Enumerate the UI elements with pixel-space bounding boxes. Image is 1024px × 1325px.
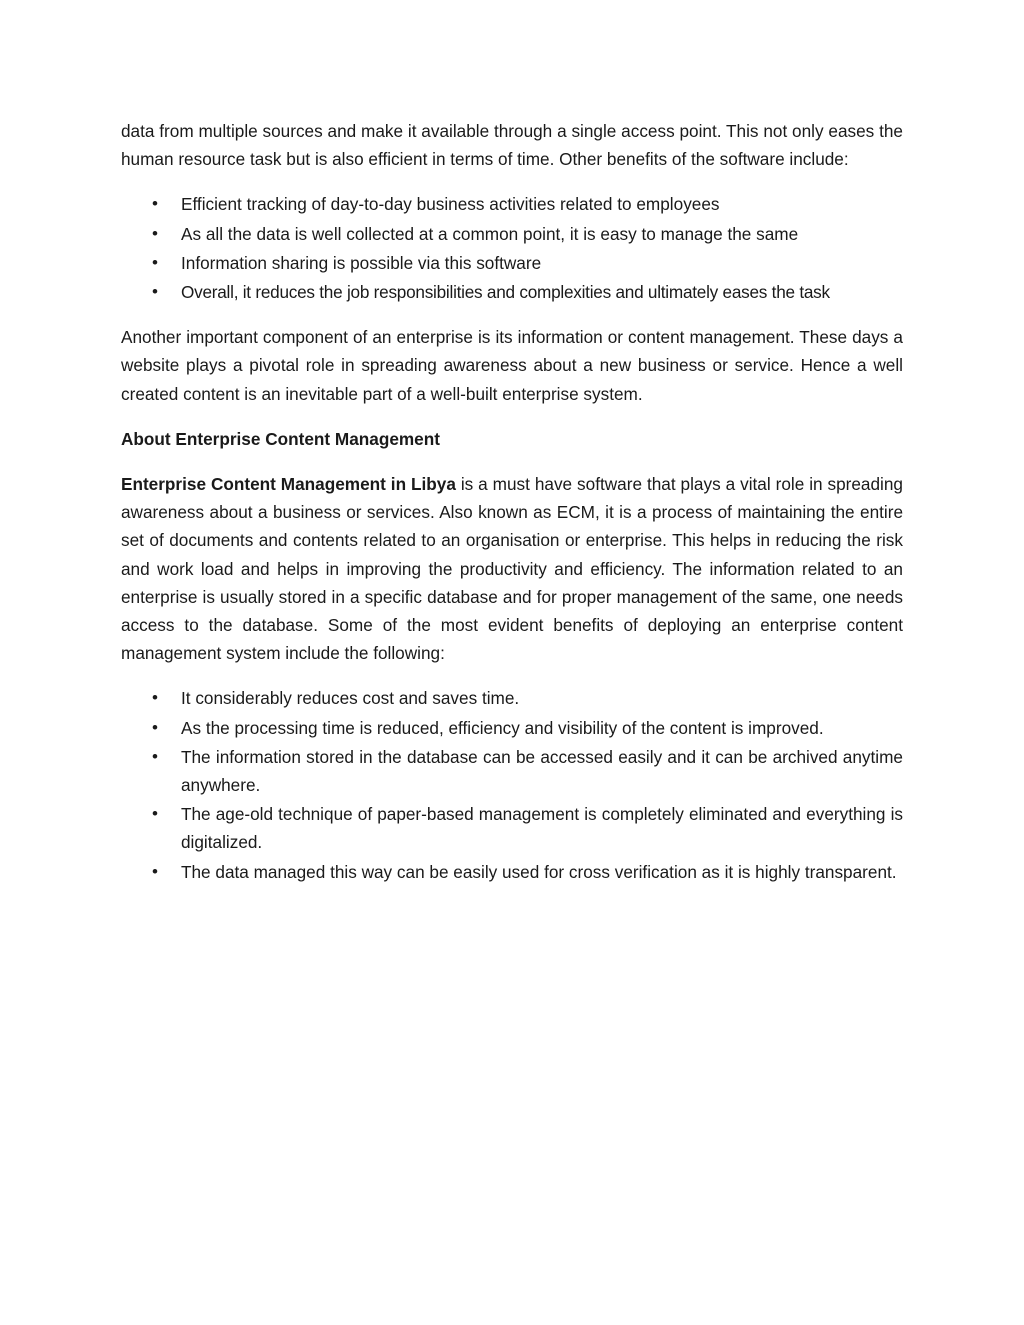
list-item — [121, 220, 903, 248]
bullet-icon: • — [152, 252, 158, 272]
list-item — [121, 249, 903, 277]
list-item-text: The information stored in the database can be accessed easily and it can be archived anytime anywhere. — [181, 746, 903, 796]
ecm-paragraph — [121, 470, 903, 667]
section-heading: About Enterprise Content Management — [121, 428, 440, 449]
bullet-icon: • — [152, 861, 158, 881]
document-page — [121, 117, 903, 903]
list-item — [121, 714, 903, 742]
bullet-icon: • — [152, 688, 158, 708]
bullet-icon: • — [152, 282, 158, 302]
list-item-text: As all the data is well collected at a common point, it is easy to manage the same — [181, 223, 799, 244]
list-item-text: Overall, it reduces the job responsibilities and complexities and ultimately eases the task — [181, 282, 830, 303]
list-item — [121, 190, 903, 218]
list-item-text: The data managed this way can be easily used for cross verification as it is highly transparent. — [181, 861, 897, 882]
benefits-list — [121, 190, 903, 306]
bullet-icon: • — [152, 746, 158, 766]
content-paragraph: Another important component of an enterprise is its information or content management. These days a website plays a pivotal role in spreading awareness about a new business or service. Hence a well created content is an inevitable part of a well-built enterprise system. — [121, 327, 903, 404]
list-item — [121, 800, 903, 856]
ecm-paragraph-text: is a must have software that plays a vital role in spreading awareness about a business or services. Also known as ECM, it is a process of maintaining the entire set of documents and contents related to an organisation or enterprise. This helps in reducing the risk and work load and helps in improving the productivity and efficiency. The information related to an enterprise is usually stored in a specific database and for proper management of the same, one needs access to the database. Some of the most evident benefits of deploying an enterprise content management system include the following: — [121, 474, 903, 664]
intro-paragraph: data from multiple sources and make it available through a single access point. This not only eases the human resource task but is also efficient in terms of time. Other benefits of the software include: — [121, 121, 903, 170]
list-item-text: Efficient tracking of day-to-day business activities related to employees — [181, 194, 720, 215]
bullet-icon: • — [152, 717, 158, 737]
bullet-icon: • — [152, 194, 158, 214]
list-item — [121, 278, 903, 306]
list-item — [121, 858, 903, 886]
list-item — [121, 743, 903, 799]
ecm-lead-bold: Enterprise Content Management in Libya — [121, 474, 456, 495]
bullet-icon: • — [152, 804, 158, 824]
list-item-text: As the processing time is reduced, efficiency and visibility of the content is improved. — [181, 717, 824, 738]
list-item — [121, 684, 903, 712]
bullet-icon: • — [152, 223, 158, 243]
list-item-text: The age-old technique of paper-based management is completely eliminated and everything is digitalized. — [181, 804, 903, 853]
list-item-text: It considerably reduces cost and saves time. — [181, 688, 520, 709]
ecm-benefits-list — [121, 684, 903, 885]
list-item-text: Information sharing is possible via this software — [181, 252, 542, 273]
